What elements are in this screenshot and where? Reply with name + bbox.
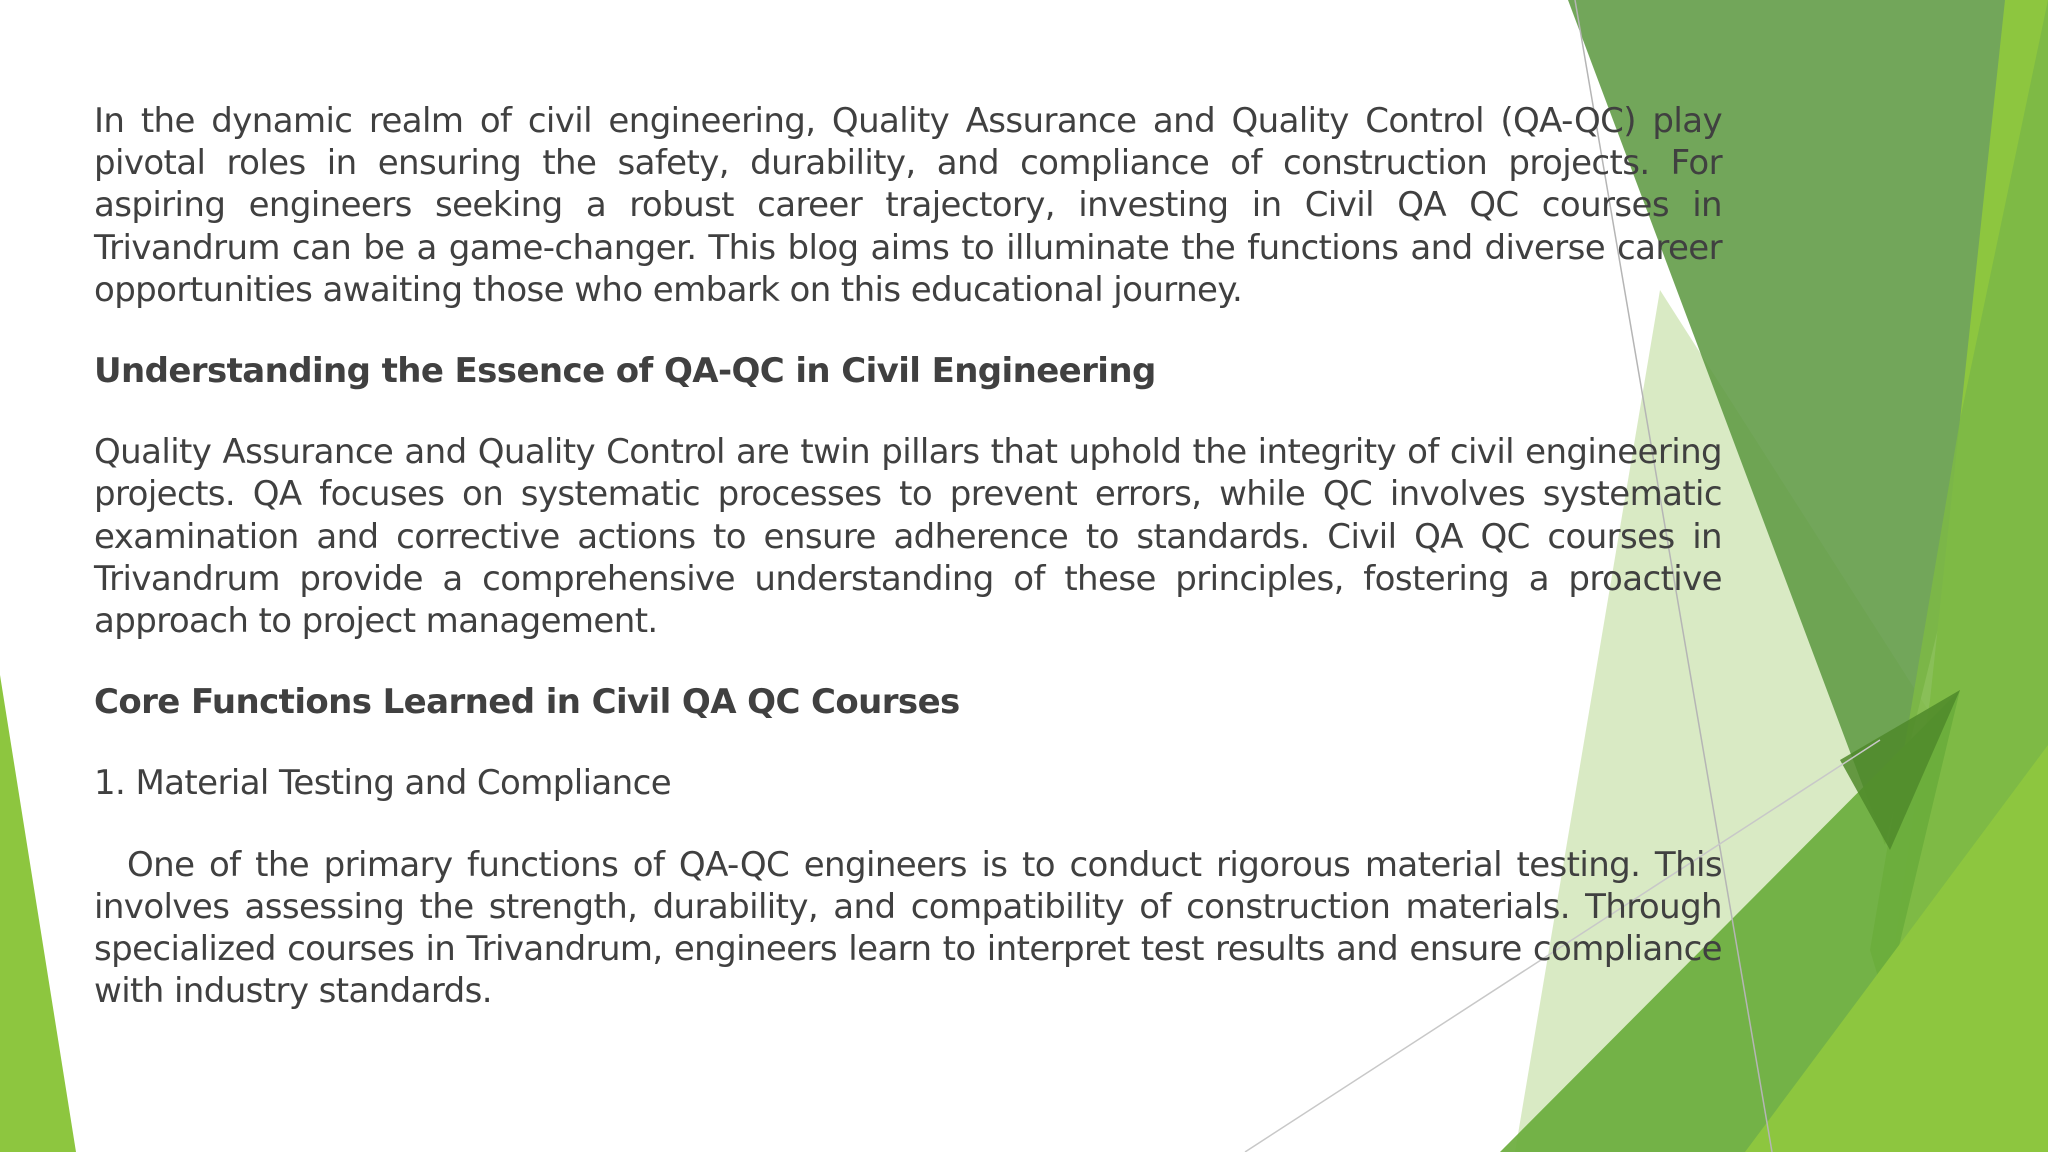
essence-heading: Understanding the Essence of QA-QC in Civil Engineering xyxy=(94,351,1156,392)
slide-text-content xyxy=(94,100,1722,1051)
core-functions-heading: Core Functions Learned in Civil QA QC Courses xyxy=(94,682,960,723)
left-green-sliver xyxy=(0,675,76,1152)
material-testing-subheading: 1. Material Testing and Compliance xyxy=(94,763,672,804)
material-testing-paragraph: One of the primary functions of QA-QC engineers is to conduct rigorous material testing. This involves assessing the strength, durability, and compatibility of construction materials. Through specialized courses in Trivandrum, engineers learn to interpret test results and ensure compliance with industry standards. xyxy=(94,844,1722,1012)
essence-paragraph: Quality Assurance and Quality Control are twin pillars that uphold the integrity of civil engineering projects. QA focuses on systematic processes to prevent errors, while QC involves systematic examination and corrective actions to ensure adherence to standards. Civil QA QC courses in Trivandrum provide a comprehensive understanding of these principles, fostering a proactive approach to project management. xyxy=(94,432,1722,642)
intro-paragraph: In the dynamic realm of civil engineering, Quality Assurance and Quality Control (QA-QC) play pivotal roles in ensuring the safety, durability, and compliance of construction projects. For aspiring engineers seeking a robust career trajectory, investing in Civil QA QC courses in Trivandrum can be a game-changer. This blog aims to illuminate the functions and diverse career opportunities awaiting those who embark on this educational journey. xyxy=(94,101,1722,310)
